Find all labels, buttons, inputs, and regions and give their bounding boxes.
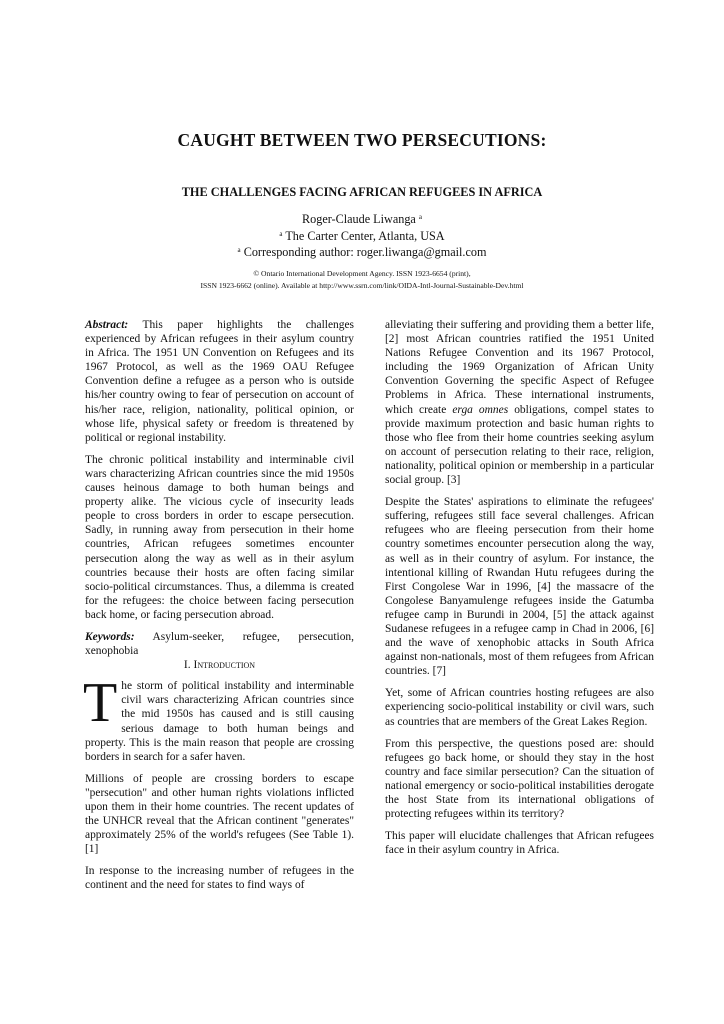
author-block	[0, 210, 724, 260]
intro-paragraph-3-continued: alleviating their suffering and providing them a better life, [2] most African countries ratified the 1951 United Nations Refugee Convention and its 1967 Protocol, including the 1969 Organization of African Unity Convention Governing the specific Aspect of Refugee Problems in Africa. These international instruments, which create erga omnes obligations, compel states to provide maximum protection and basic human rights to those who flee from their home countries seeking asylum on account of persecution relating to their race, religion, nationality, political opinion or membership in a particular social group. [3]	[385, 319, 654, 487]
left-column	[85, 318, 354, 901]
abstract-paragraph: Abstract: This paper highlights the challenges experienced by African refugees in their asylum country in Africa. The 1951 UN Convention on Refugees and its 1967 Protocol, as well as the 1969 OAU Refugee Convention define a refugee as a person who is outside his/her country owing to fear of persecution on account of his/her race, religion, nationality, political opinion, or whose life, physical safety or freedom is threatened by political or regional instability.	[85, 319, 354, 444]
keywords: Keywords: Asylum-seeker, refugee, persecution, xenophobia	[85, 630, 354, 658]
paper-subtitle: THE CHALLENGES FACING AFRICAN REFUGEES IN AFRICA	[181, 185, 543, 199]
intro-paragraph-7: This paper will elucidate challenges that African refugees face in their asylum country in Africa.	[385, 830, 654, 857]
paper-title: CAUGHT BETWEEN TWO PERSECUTIONS:	[177, 130, 547, 150]
abstract-label: Abstract:	[85, 319, 129, 331]
author-affiliation: $^a$ The Carter Center, Atlanta, USA	[279, 228, 445, 243]
intro-paragraph-3: In response to the increasing number of refugees in the continent and the need for states to find ways of	[85, 865, 354, 892]
intro-paragraph-1: The storm of political instability and interminable civil wars characterizing African countries since the mid 1950s has caused and is still causing serious damage to both human beings and property. This is the main reason that people are crossing borders in search for a safer haven.	[83, 672, 354, 763]
corresponding-author: $^a$ Corresponding author: roger.liwanga@gmail.com	[237, 245, 487, 259]
intro-paragraph-6: From this perspective, the questions posed are: should refugees go back home, or should they stay in the host country and face similar persecution? Can the situation of national emergency or socio-political instabilities derogate the host State from its international obligations of protecting refugees within its territory?	[385, 737, 654, 821]
drop-cap: T	[83, 672, 118, 735]
right-column	[385, 318, 654, 865]
intro-paragraph-4: Despite the States' aspirations to eliminate the refugees' suffering, refugees still face several challenges. African refugees who are fleeing persecution from their home country sometimes encounter persecution along the way, as well as in their country of asylum. For instance, the intentional killing of Rwandan Hutu refugees during the First Congolese War in 1996, [4] the massacre of the Congolese Banyamulenge refugees inside the Gatumba refugee camp in Burundi in 2004, [5] the attack against Sudanese refugees in a refugee camp in Chad in 2006, [6] and the wave of xenophobic attacks in South Africa against non-nationals, most of them refugees from African countries. [7]	[385, 496, 654, 678]
author-name: Roger-Claude Liwanga $^a$	[302, 212, 422, 226]
abstract-paragraph-2: The chronic political instability and interminable civil wars characterizing African countries since the mid 1950s causes heinous damage to both human beings and property alike. The vicious cycle of insecurity leads people to cross borders in order to escape persecution. Sadly, in running away from persecution in their home countries, African refugees sometimes encounter persecution along the way as well as in their asylum countries because their hosts are often facing similar socio-political circumstances. Thus, a dilemma is created for the refugees: the choice between facing persecution back home, or facing persecution abroad.	[85, 453, 354, 621]
intro-paragraph-2: Millions of people are crossing borders to escape "persecution" and other human rights violations inflicted upon them in their home countries. The recent updates of the UNHCR reveal that the African continent "generates" approximately 25% of the world's refugees (See Table 1). [1]	[85, 772, 354, 856]
intro-paragraph-5: Yet, some of African countries hosting refugees are also experiencing socio-political instability or civil wars, such as countries that are members of the Great Lakes Region.	[385, 687, 654, 728]
keywords-label: Keywords:	[85, 630, 135, 643]
copyright-notice: © Ontario International Development Agency. ISSN 1923-6654 (print), ISSN 1923-6662 (online). Available at http://www.ssrn.com/link/OIDA-Intl-Journal-Sustainable-Dev.html	[200, 269, 524, 290]
section-heading-introduction: I. Introduction	[183, 659, 256, 672]
